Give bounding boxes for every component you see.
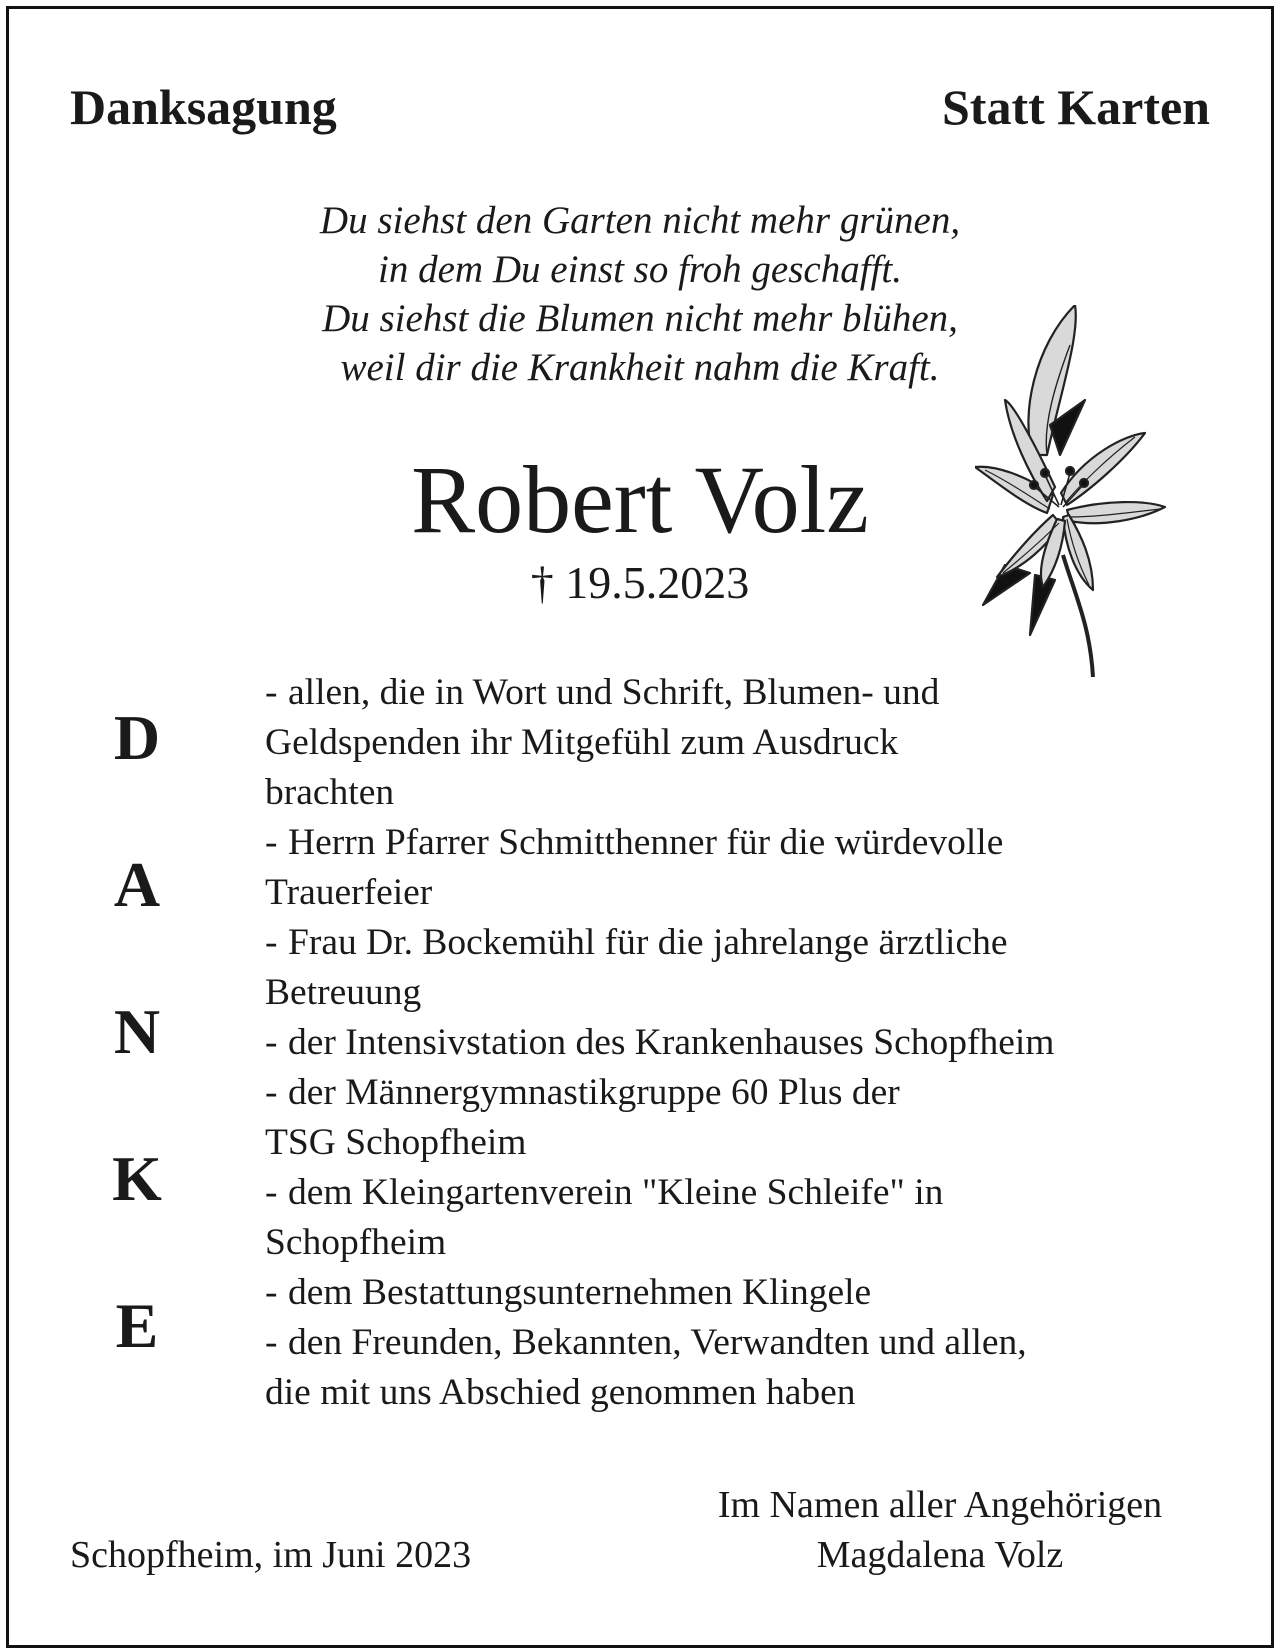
thanks-item-text: der Männergymnastikgruppe 60 Plus der <box>288 1072 900 1113</box>
bullet-dash: - <box>265 1172 278 1213</box>
thanks-item-text: allen, die in Wort und Schrift, Blumen- und <box>288 672 940 713</box>
thanks-item-text: der Intensivstation des Krankenhauses Schopfheim <box>288 1022 1055 1063</box>
poem-line: Du siehst den Garten nicht mehr grünen, <box>319 199 961 242</box>
thanks-item-continuation: Geldspenden ihr Mitgefühl zum Ausdruck <box>265 722 899 763</box>
poem-line: weil dir die Krankheit nahm die Kraft. <box>340 346 940 389</box>
bullet-dash: - <box>265 1272 278 1313</box>
bullet-dash: - <box>265 922 278 963</box>
thanks-item-continuation: Trauerfeier <box>265 872 433 913</box>
danke-letter: N <box>113 996 161 1067</box>
thanks-item-text: dem Bestattungsunternehmen Klingele <box>288 1272 872 1313</box>
signature-line: Im Namen aller Angehörigen <box>717 1484 1163 1526</box>
signature-block <box>660 1480 1220 1580</box>
bullet-dash: - <box>265 1322 278 1363</box>
thanks-item-text: Herrn Pfarrer Schmitthenner für die würdevolle <box>288 822 1004 863</box>
poem-line: in dem Du einst so froh geschafft. <box>378 248 902 291</box>
deceased-name: Robert Volz <box>411 446 869 553</box>
signatory-name: Magdalena Volz <box>816 1534 1064 1576</box>
thanks-item-continuation: TSG Schopfheim <box>265 1122 527 1163</box>
poem-line: Du siehst die Blumen nicht mehr blühen, <box>322 297 958 340</box>
danke-letter: A <box>113 849 161 920</box>
death-date: † 19.5.2023 <box>530 557 750 608</box>
danke-letter: E <box>115 1290 159 1361</box>
thanks-item-continuation: die mit uns Abschied genommen haben <box>265 1372 856 1413</box>
thanks-item <box>265 1068 1054 1118</box>
thanks-item-continuation: brachten <box>265 772 395 813</box>
bullet-dash: - <box>265 672 278 713</box>
danke-letter: K <box>112 1143 162 1214</box>
bullet-dash: - <box>265 1072 278 1113</box>
danke-letter: D <box>113 702 161 773</box>
heading-statt-karten: Statt Karten <box>942 79 1210 135</box>
thanks-item <box>265 818 1054 868</box>
thanks-item <box>265 1018 1054 1068</box>
thanks-item-continuation: Schopfheim <box>265 1222 447 1263</box>
thanks-item-text: Frau Dr. Bockemühl für die jahrelange ärztliche <box>288 922 1008 963</box>
thanks-item <box>265 1268 1054 1318</box>
place-and-date: Schopfheim, im Juni 2023 <box>70 1534 472 1576</box>
heading-danksagung: Danksagung <box>70 79 337 135</box>
thanks-item-text: dem Kleingartenverein "Kleine Schleife" in <box>288 1172 944 1213</box>
bullet-dash: - <box>265 822 278 863</box>
thanks-item <box>265 918 1054 968</box>
thanks-item <box>265 1318 1054 1368</box>
thanks-item-continuation: Betreuung <box>265 972 422 1013</box>
thanks-list <box>265 668 1054 1418</box>
thanks-item <box>265 668 1054 718</box>
bullet-dash: - <box>265 1022 278 1063</box>
thanks-item <box>265 1168 1054 1218</box>
thanks-item-text: den Freunden, Bekannten, Verwandten und allen, <box>288 1322 1027 1363</box>
